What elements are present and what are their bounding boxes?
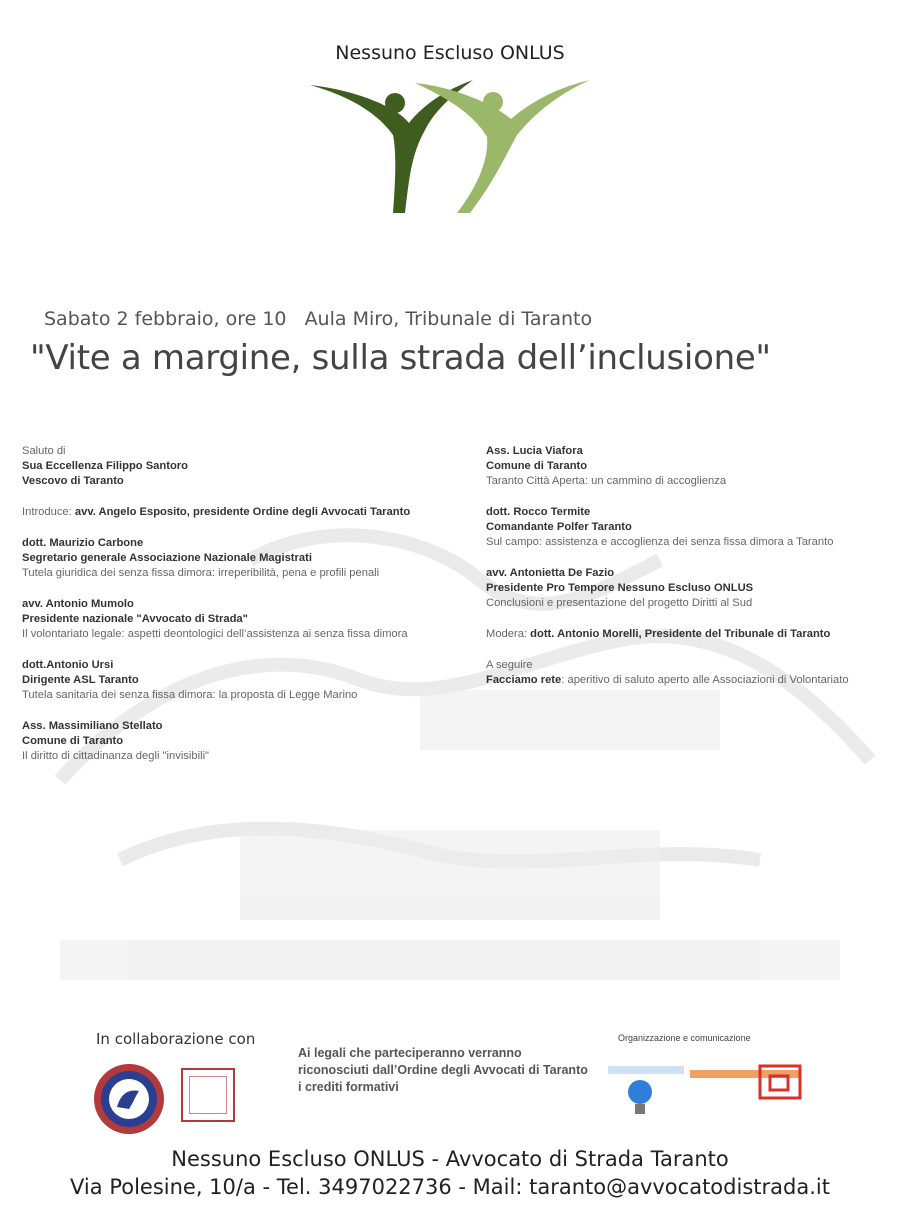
nessuno-escluso-logo [305,75,595,215]
program-line: Ass. Lucia Viafora [486,445,583,457]
program-right-column [486,444,896,704]
event-date-location [44,308,592,330]
program-item [22,658,472,703]
follow-label: A seguire [486,659,533,671]
program-introduction [22,505,472,520]
program-item [22,719,472,764]
organization-communication-label: Organizzazione e comunicazione [618,1033,751,1043]
partner-badge-logo [181,1068,235,1122]
intro-label: Introduce: [22,506,75,518]
program-line: avv. Antonio Mumolo [22,598,134,610]
program-follow-up [486,658,896,688]
program-line: Taranto Città Aperta: un cammino di accoglienza [486,475,727,487]
program-line: Sul campo: assistenza e accoglienza dei senza fissa dimora a Taranto [486,536,834,548]
footer-organization: Nessuno Escluso ONLUS - Avvocato di Strada Taranto [171,1147,729,1171]
program-item [486,566,896,611]
program-line: Ass. Massimiliano Stellato [22,720,163,732]
program-item [486,505,896,550]
program-line: Tutela giuridica dei senza fissa dimora: irreperibilità, pena e profili penali [22,567,380,579]
program-line: dott. Maurizio Carbone [22,537,144,549]
credits-notice: Ai legali che parteciperanno verranno riconosciuti dall’Ordine degli Avvocati di Taranto i crediti formativi [298,1046,588,1094]
program-item [486,444,896,489]
program-item [22,597,472,642]
org-name-header: Nessuno Escluso ONLUS [335,42,565,64]
program-moderator [486,627,896,642]
program-line: Il volontariato legale: aspetti deontologici dell’assistenza ai senza fissa dimora [22,628,408,640]
moderator-name: dott. Antonio Morelli, Presidente del Tribunale di Taranto [530,628,831,640]
program-line: Comune di Taranto [22,735,124,747]
follow-event-name: Facciamo rete [486,674,562,686]
moderator-label: Modera: [486,628,531,640]
footer-contact: Via Polesine, 10/a - Tel. 3497022736 - Mail: taranto@avvocatodistrada.it [70,1175,830,1199]
avvocati-seal-logo [93,1063,165,1135]
event-location: Aula Miro, Tribunale di Taranto [304,308,593,330]
follow-event-desc: : aperitivo di saluto aperto alle Associazioni di Volontariato [561,674,849,686]
program-line: Saluto di [22,445,66,457]
lightbulb-icon [608,1058,688,1120]
program-line: dott. Rocco Termite [486,506,591,518]
program-line: Il diritto di cittadinanza degli "invisibili" [22,750,210,762]
program-line: Presidente nazionale "Avvocato di Strada" [22,613,248,625]
program-item [22,444,472,489]
event-title: "Vite a margine, sulla strada dell’inclusione" [30,338,771,378]
intro-speaker: avv. Angelo Esposito, presidente Ordine degli Avvocati Taranto [74,506,411,518]
program-line: Comandante Polfer Taranto [486,521,632,533]
event-date-time: Sabato 2 febbraio, ore 10 [44,308,287,330]
agency-logo [690,1062,808,1102]
program-line: Segretario generale Associazione Nazionale Magistrati [22,552,312,564]
program-line: Vescovo di Taranto [22,475,124,487]
collaboration-label: In collaborazione con [96,1030,256,1048]
program-line: Dirigente ASL Taranto [22,674,139,686]
program-item [22,536,472,581]
program-line: Presidente Pro Tempore Nessuno Escluso ONLUS [486,582,754,594]
program-line: Comune di Taranto [486,460,588,472]
program-line: Conclusioni e presentazione del progetto Diritti al Sud [486,597,753,609]
program-line: dott.Antonio Ursi [22,659,114,671]
program-line: Sua Eccellenza Filippo Santoro [22,460,188,472]
program-left-column [22,444,472,780]
program-line: avv. Antonietta De Fazio [486,567,615,579]
program-line: Tutela sanitaria dei senza fissa dimora: la proposta di Legge Marino [22,689,358,701]
